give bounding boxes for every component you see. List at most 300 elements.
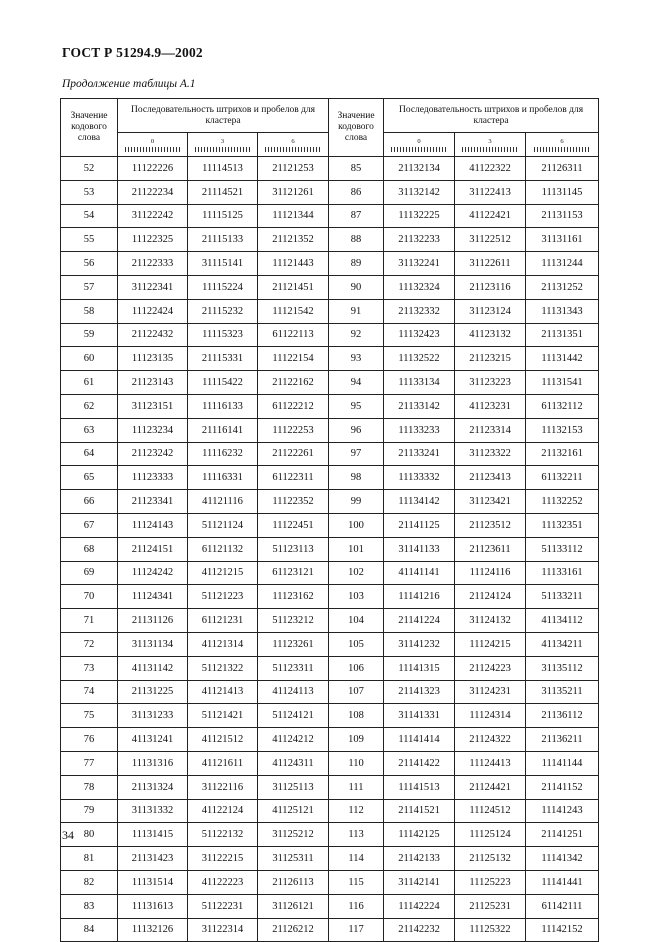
pattern-cell: 31122215 xyxy=(188,847,258,871)
codeword-value-cell: 77 xyxy=(61,751,118,775)
pattern-cell: 31122341 xyxy=(118,275,188,299)
pattern-cell: 61122311 xyxy=(258,466,329,490)
pattern-cell: 21124124 xyxy=(455,585,526,609)
codeword-value-cell: 107 xyxy=(329,680,384,704)
pattern-cell: 21142133 xyxy=(384,847,455,871)
pattern-cell: 51122132 xyxy=(188,823,258,847)
barcode-pattern-icon xyxy=(125,147,181,152)
pattern-cell: 31123124 xyxy=(455,299,526,323)
pattern-cell: 11122451 xyxy=(258,513,329,537)
table-row xyxy=(61,371,599,395)
pattern-cell: 21123413 xyxy=(455,466,526,490)
pattern-cell: 51133211 xyxy=(526,585,599,609)
cluster-header-0-right xyxy=(384,133,455,157)
table-row xyxy=(61,513,599,537)
pattern-cell: 11116331 xyxy=(188,466,258,490)
header-sequence-right: Последовательность штрихов и пробелов для кластера xyxy=(384,99,599,133)
codeword-value-cell: 89 xyxy=(329,252,384,276)
codeword-value-cell: 71 xyxy=(61,609,118,633)
pattern-cell: 31141232 xyxy=(384,632,455,656)
pattern-cell: 21115331 xyxy=(188,347,258,371)
cluster-header-0-left xyxy=(118,133,188,157)
codeword-value-cell: 59 xyxy=(61,323,118,347)
pattern-cell: 31121261 xyxy=(258,180,329,204)
pattern-cell: 11141216 xyxy=(384,585,455,609)
pattern-cell: 11141243 xyxy=(526,799,599,823)
pattern-cell: 11125322 xyxy=(455,918,526,942)
cluster-header-3-left xyxy=(188,133,258,157)
cluster-table xyxy=(60,98,599,942)
codeword-value-cell: 79 xyxy=(61,799,118,823)
pattern-cell: 11132522 xyxy=(384,347,455,371)
pattern-cell: 21141521 xyxy=(384,799,455,823)
pattern-cell: 31124231 xyxy=(455,680,526,704)
codeword-value-cell: 85 xyxy=(329,157,384,181)
pattern-cell: 21133142 xyxy=(384,394,455,418)
pattern-cell: 61122212 xyxy=(258,394,329,418)
codeword-value-cell: 81 xyxy=(61,847,118,871)
table-row xyxy=(61,442,599,466)
pattern-cell: 21141323 xyxy=(384,680,455,704)
pattern-cell: 41121215 xyxy=(188,561,258,585)
table-row xyxy=(61,870,599,894)
pattern-cell: 11124116 xyxy=(455,561,526,585)
pattern-cell: 41123231 xyxy=(455,394,526,418)
pattern-cell: 41122322 xyxy=(455,157,526,181)
barcode-pattern-icon xyxy=(462,147,518,152)
pattern-cell: 21123215 xyxy=(455,347,526,371)
pattern-cell: 11141513 xyxy=(384,775,455,799)
pattern-cell: 21121451 xyxy=(258,275,329,299)
pattern-cell: 11142224 xyxy=(384,894,455,918)
cluster-header-6-right xyxy=(526,133,599,157)
pattern-cell: 21126212 xyxy=(258,918,329,942)
pattern-cell: 21121352 xyxy=(258,228,329,252)
pattern-cell: 11132423 xyxy=(384,323,455,347)
pattern-cell: 31132241 xyxy=(384,252,455,276)
pattern-cell: 11121542 xyxy=(258,299,329,323)
codeword-value-cell: 110 xyxy=(329,751,384,775)
table-row xyxy=(61,275,599,299)
table-row xyxy=(61,228,599,252)
pattern-cell: 21131153 xyxy=(526,204,599,228)
pattern-cell: 41134112 xyxy=(526,609,599,633)
document-title: ГОСТ Р 51294.9—2002 xyxy=(62,45,203,60)
pattern-cell: 31125311 xyxy=(258,847,329,871)
pattern-cell: 11123135 xyxy=(118,347,188,371)
pattern-cell: 11141342 xyxy=(526,847,599,871)
table-row xyxy=(61,394,599,418)
pattern-cell: 11131514 xyxy=(118,870,188,894)
pattern-cell: 11121344 xyxy=(258,204,329,228)
pattern-cell: 41121611 xyxy=(188,751,258,775)
pattern-cell: 11134142 xyxy=(384,490,455,514)
pattern-cell: 31125212 xyxy=(258,823,329,847)
pattern-cell: 31122116 xyxy=(188,775,258,799)
pattern-cell: 41123132 xyxy=(455,323,526,347)
pattern-cell: 41122421 xyxy=(455,204,526,228)
pattern-cell: 11131613 xyxy=(118,894,188,918)
pattern-cell: 61132112 xyxy=(526,394,599,418)
pattern-cell: 31124132 xyxy=(455,609,526,633)
pattern-cell: 31141133 xyxy=(384,537,455,561)
cluster-header-3-right xyxy=(455,133,526,157)
pattern-cell: 21131324 xyxy=(118,775,188,799)
pattern-cell: 11133233 xyxy=(384,418,455,442)
codeword-value-cell: 67 xyxy=(61,513,118,537)
pattern-cell: 41121314 xyxy=(188,632,258,656)
codeword-value-cell: 55 xyxy=(61,228,118,252)
codeword-value-cell: 70 xyxy=(61,585,118,609)
codeword-value-cell: 95 xyxy=(329,394,384,418)
pattern-cell: 31123223 xyxy=(455,371,526,395)
pattern-cell: 11116133 xyxy=(188,394,258,418)
table-body xyxy=(61,157,599,942)
codeword-value-cell: 97 xyxy=(329,442,384,466)
table-row xyxy=(61,751,599,775)
pattern-cell: 41124311 xyxy=(258,751,329,775)
pattern-cell: 11141441 xyxy=(526,870,599,894)
pattern-cell: 31122413 xyxy=(455,180,526,204)
pattern-cell: 11122424 xyxy=(118,299,188,323)
pattern-cell: 31132142 xyxy=(384,180,455,204)
table-row xyxy=(61,180,599,204)
cluster-label: 0 xyxy=(417,137,421,145)
pattern-cell: 11132351 xyxy=(526,513,599,537)
pattern-cell: 11131541 xyxy=(526,371,599,395)
pattern-cell: 21131252 xyxy=(526,275,599,299)
table-row xyxy=(61,347,599,371)
pattern-cell: 11124512 xyxy=(455,799,526,823)
barcode-pattern-icon xyxy=(534,147,590,152)
codeword-value-cell: 108 xyxy=(329,704,384,728)
pattern-cell: 51123311 xyxy=(258,656,329,680)
codeword-value-cell: 113 xyxy=(329,823,384,847)
pattern-cell: 21141152 xyxy=(526,775,599,799)
table-row xyxy=(61,490,599,514)
codeword-value-cell: 117 xyxy=(329,918,384,942)
pattern-cell: 11124242 xyxy=(118,561,188,585)
codeword-value-cell: 72 xyxy=(61,632,118,656)
codeword-value-cell: 54 xyxy=(61,204,118,228)
pattern-cell: 11124413 xyxy=(455,751,526,775)
pattern-cell: 11124314 xyxy=(455,704,526,728)
pattern-cell: 21141224 xyxy=(384,609,455,633)
pattern-cell: 51124121 xyxy=(258,704,329,728)
pattern-cell: 11125223 xyxy=(455,870,526,894)
codeword-value-cell: 58 xyxy=(61,299,118,323)
pattern-cell: 61122113 xyxy=(258,323,329,347)
codeword-value-cell: 100 xyxy=(329,513,384,537)
pattern-cell: 31141331 xyxy=(384,704,455,728)
table-row xyxy=(61,680,599,704)
pattern-cell: 61121132 xyxy=(188,537,258,561)
pattern-cell: 21132233 xyxy=(384,228,455,252)
header-sequence-left: Последовательность штрихов и пробелов для кластера xyxy=(118,99,329,133)
codeword-value-cell: 93 xyxy=(329,347,384,371)
pattern-cell: 11132252 xyxy=(526,490,599,514)
pattern-cell: 11115224 xyxy=(188,275,258,299)
codeword-value-cell: 80 xyxy=(61,823,118,847)
pattern-cell: 11133332 xyxy=(384,466,455,490)
pattern-cell: 21123512 xyxy=(455,513,526,537)
pattern-cell: 11131316 xyxy=(118,751,188,775)
codeword-value-cell: 56 xyxy=(61,252,118,276)
codeword-value-cell: 83 xyxy=(61,894,118,918)
codeword-value-cell: 74 xyxy=(61,680,118,704)
pattern-cell: 11123234 xyxy=(118,418,188,442)
pattern-cell: 21121253 xyxy=(258,157,329,181)
pattern-cell: 31131332 xyxy=(118,799,188,823)
pattern-cell: 11142125 xyxy=(384,823,455,847)
pattern-cell: 21125231 xyxy=(455,894,526,918)
table-row xyxy=(61,323,599,347)
page-number: 34 xyxy=(62,828,74,842)
codeword-value-cell: 57 xyxy=(61,275,118,299)
cluster-label: 0 xyxy=(150,137,155,145)
codeword-value-cell: 109 xyxy=(329,728,384,752)
pattern-cell: 41134211 xyxy=(526,632,599,656)
table-row xyxy=(61,847,599,871)
pattern-cell: 11124341 xyxy=(118,585,188,609)
codeword-value-cell: 53 xyxy=(61,180,118,204)
pattern-cell: 31122314 xyxy=(188,918,258,942)
table-row xyxy=(61,466,599,490)
pattern-cell: 11121443 xyxy=(258,252,329,276)
pattern-cell: 61123121 xyxy=(258,561,329,585)
pattern-cell: 21126113 xyxy=(258,870,329,894)
pattern-cell: 31123322 xyxy=(455,442,526,466)
pattern-cell: 21125132 xyxy=(455,847,526,871)
pattern-cell: 11132324 xyxy=(384,275,455,299)
pattern-cell: 21123242 xyxy=(118,442,188,466)
pattern-cell: 31135211 xyxy=(526,680,599,704)
pattern-cell: 21131225 xyxy=(118,680,188,704)
pattern-cell: 51121223 xyxy=(188,585,258,609)
pattern-cell: 21132332 xyxy=(384,299,455,323)
codeword-value-cell: 78 xyxy=(61,775,118,799)
table-row xyxy=(61,823,599,847)
cluster-label: 6 xyxy=(291,137,295,145)
pattern-cell: 21114521 xyxy=(188,180,258,204)
pattern-cell: 11141414 xyxy=(384,728,455,752)
codeword-value-cell: 112 xyxy=(329,799,384,823)
pattern-cell: 21116141 xyxy=(188,418,258,442)
codeword-value-cell: 64 xyxy=(61,442,118,466)
codeword-value-cell: 96 xyxy=(329,418,384,442)
pattern-cell: 21136112 xyxy=(526,704,599,728)
table-row xyxy=(61,728,599,752)
header-codeword-left: Значение кодового слова xyxy=(61,99,118,157)
codeword-value-cell: 63 xyxy=(61,418,118,442)
codeword-value-cell: 106 xyxy=(329,656,384,680)
codeword-value-cell: 82 xyxy=(61,870,118,894)
codeword-value-cell: 114 xyxy=(329,847,384,871)
pattern-cell: 61142111 xyxy=(526,894,599,918)
codeword-value-cell: 87 xyxy=(329,204,384,228)
pattern-cell: 11124143 xyxy=(118,513,188,537)
barcode-pattern-icon xyxy=(391,147,447,152)
cluster-header-6-left xyxy=(258,133,329,157)
pattern-cell: 41121413 xyxy=(188,680,258,704)
table-row xyxy=(61,418,599,442)
pattern-cell: 21124421 xyxy=(455,775,526,799)
cluster-label: 6 xyxy=(560,137,564,145)
pattern-cell: 21123314 xyxy=(455,418,526,442)
pattern-cell: 11125124 xyxy=(455,823,526,847)
pattern-cell: 31142141 xyxy=(384,870,455,894)
pattern-cell: 21115232 xyxy=(188,299,258,323)
table-header-row xyxy=(61,99,599,133)
pattern-cell: 41131142 xyxy=(118,656,188,680)
pattern-cell: 21132134 xyxy=(384,157,455,181)
pattern-cell: 41122124 xyxy=(188,799,258,823)
pattern-cell: 41124212 xyxy=(258,728,329,752)
pattern-cell: 11123333 xyxy=(118,466,188,490)
pattern-cell: 11123261 xyxy=(258,632,329,656)
pattern-cell: 21131423 xyxy=(118,847,188,871)
pattern-cell: 21123611 xyxy=(455,537,526,561)
table-caption: Продолжение таблицы А.1 xyxy=(62,78,196,90)
pattern-cell: 11131415 xyxy=(118,823,188,847)
pattern-cell: 21122162 xyxy=(258,371,329,395)
codeword-value-cell: 73 xyxy=(61,656,118,680)
codeword-value-cell: 105 xyxy=(329,632,384,656)
pattern-cell: 31123151 xyxy=(118,394,188,418)
pattern-cell: 11131343 xyxy=(526,299,599,323)
pattern-cell: 51123212 xyxy=(258,609,329,633)
pattern-cell: 51122231 xyxy=(188,894,258,918)
codeword-value-cell: 65 xyxy=(61,466,118,490)
codeword-value-cell: 75 xyxy=(61,704,118,728)
pattern-cell: 21115133 xyxy=(188,228,258,252)
pattern-cell: 11132225 xyxy=(384,204,455,228)
pattern-cell: 11141144 xyxy=(526,751,599,775)
codeword-value-cell: 98 xyxy=(329,466,384,490)
codeword-value-cell: 116 xyxy=(329,894,384,918)
codeword-value-cell: 86 xyxy=(329,180,384,204)
pattern-cell: 51121124 xyxy=(188,513,258,537)
table-row xyxy=(61,918,599,942)
pattern-cell: 41131241 xyxy=(118,728,188,752)
codeword-value-cell: 91 xyxy=(329,299,384,323)
pattern-cell: 21122234 xyxy=(118,180,188,204)
codeword-value-cell: 68 xyxy=(61,537,118,561)
pattern-cell: 61132211 xyxy=(526,466,599,490)
pattern-cell: 31135112 xyxy=(526,656,599,680)
pattern-cell: 11142152 xyxy=(526,918,599,942)
pattern-cell: 41124113 xyxy=(258,680,329,704)
pattern-cell: 11131244 xyxy=(526,252,599,276)
pattern-cell: 11133161 xyxy=(526,561,599,585)
codeword-value-cell: 101 xyxy=(329,537,384,561)
pattern-cell: 31126121 xyxy=(258,894,329,918)
codeword-value-cell: 60 xyxy=(61,347,118,371)
table-row xyxy=(61,894,599,918)
codeword-value-cell: 69 xyxy=(61,561,118,585)
pattern-cell: 11132153 xyxy=(526,418,599,442)
pattern-cell: 21123143 xyxy=(118,371,188,395)
codeword-value-cell: 84 xyxy=(61,918,118,942)
pattern-cell: 21131351 xyxy=(526,323,599,347)
table-row xyxy=(61,252,599,276)
codeword-value-cell: 104 xyxy=(329,609,384,633)
pattern-cell: 41141141 xyxy=(384,561,455,585)
pattern-cell: 51123113 xyxy=(258,537,329,561)
pattern-cell: 11141315 xyxy=(384,656,455,680)
pattern-cell: 11115422 xyxy=(188,371,258,395)
pattern-cell: 21126311 xyxy=(526,157,599,181)
table-row xyxy=(61,537,599,561)
pattern-cell: 11115323 xyxy=(188,323,258,347)
pattern-cell: 51133112 xyxy=(526,537,599,561)
pattern-cell: 31125113 xyxy=(258,775,329,799)
codeword-value-cell: 88 xyxy=(329,228,384,252)
pattern-cell: 21141125 xyxy=(384,513,455,537)
pattern-cell: 21122261 xyxy=(258,442,329,466)
pattern-cell: 41125121 xyxy=(258,799,329,823)
pattern-cell: 11122154 xyxy=(258,347,329,371)
pattern-cell: 41121512 xyxy=(188,728,258,752)
codeword-value-cell: 76 xyxy=(61,728,118,752)
table-row xyxy=(61,561,599,585)
codeword-value-cell: 92 xyxy=(329,323,384,347)
pattern-cell: 61121231 xyxy=(188,609,258,633)
pattern-cell: 21123116 xyxy=(455,275,526,299)
pattern-cell: 31131161 xyxy=(526,228,599,252)
pattern-cell: 21123341 xyxy=(118,490,188,514)
cluster-label: 3 xyxy=(220,137,225,145)
pattern-cell: 11133134 xyxy=(384,371,455,395)
table-row xyxy=(61,204,599,228)
pattern-cell: 21122333 xyxy=(118,252,188,276)
pattern-cell: 51121322 xyxy=(188,656,258,680)
pattern-cell: 21133241 xyxy=(384,442,455,466)
pattern-cell: 31123421 xyxy=(455,490,526,514)
pattern-cell: 31122242 xyxy=(118,204,188,228)
pattern-cell: 31131134 xyxy=(118,632,188,656)
pattern-cell: 51121421 xyxy=(188,704,258,728)
pattern-cell: 11122226 xyxy=(118,157,188,181)
pattern-cell: 21132161 xyxy=(526,442,599,466)
pattern-cell: 41122223 xyxy=(188,870,258,894)
codeword-value-cell: 62 xyxy=(61,394,118,418)
table-row xyxy=(61,704,599,728)
pattern-cell: 21124151 xyxy=(118,537,188,561)
pattern-cell: 21136211 xyxy=(526,728,599,752)
pattern-cell: 11114513 xyxy=(188,157,258,181)
table-row xyxy=(61,799,599,823)
pattern-cell: 11123162 xyxy=(258,585,329,609)
pattern-cell: 31115141 xyxy=(188,252,258,276)
pattern-cell: 31122512 xyxy=(455,228,526,252)
cluster-label: 3 xyxy=(488,137,492,145)
codeword-value-cell: 99 xyxy=(329,490,384,514)
barcode-pattern-icon xyxy=(265,147,321,152)
codeword-value-cell: 90 xyxy=(329,275,384,299)
pattern-cell: 11122253 xyxy=(258,418,329,442)
codeword-value-cell: 52 xyxy=(61,157,118,181)
codeword-value-cell: 61 xyxy=(61,371,118,395)
codeword-value-cell: 111 xyxy=(329,775,384,799)
pattern-cell: 21142232 xyxy=(384,918,455,942)
pattern-cell: 21131126 xyxy=(118,609,188,633)
table-row xyxy=(61,632,599,656)
codeword-value-cell: 66 xyxy=(61,490,118,514)
codeword-value-cell: 103 xyxy=(329,585,384,609)
pattern-cell: 11116232 xyxy=(188,442,258,466)
pattern-cell: 11124215 xyxy=(455,632,526,656)
